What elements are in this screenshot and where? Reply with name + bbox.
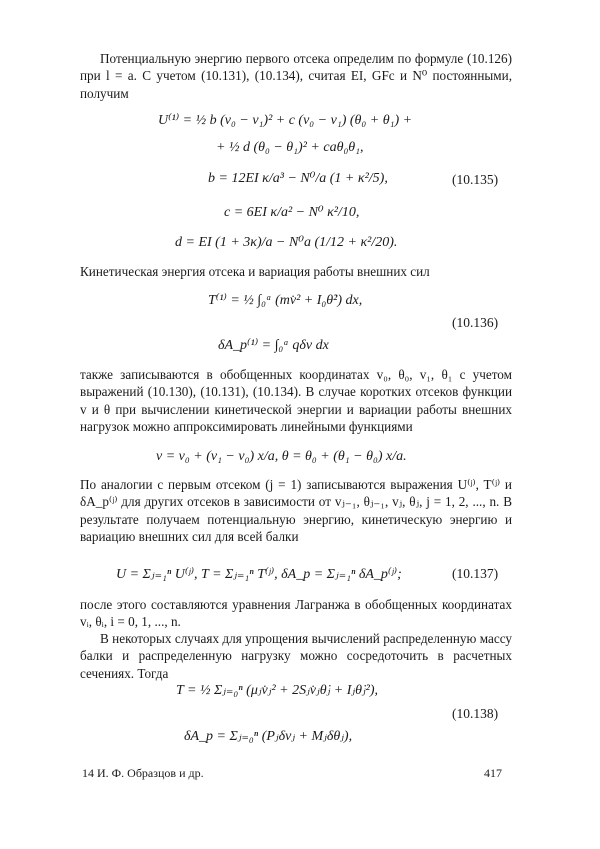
paragraph-lagrange-text: после этого составляются уравнения Лагранжа в обобщенных координатах vᵢ, θᵢ, i = 0, 1, ..., n.: [80, 597, 512, 630]
equation-10-135-line-3: b = 12EI κ/a³ − N⁰/a (1 + κ²/5),: [208, 171, 388, 186]
equation-linear-approximation: v = v₀ + (v₁ − v₀) x/a, θ = θ₀ + (θ₁ − θ₀) x/a.: [156, 449, 407, 464]
equation-10-137: U = Σⱼ₌₁ⁿ U⁽ʲ⁾, T = Σⱼ₌₁ⁿ T⁽ʲ⁾, δA_p = Σⱼ₌₁ⁿ δA_p⁽ʲ⁾;: [116, 567, 402, 582]
paragraph-analogy: [80, 476, 512, 545]
equation-10-135-line-4: c = 6EI κ/a² − N⁰ κ²/10,: [224, 205, 360, 220]
paragraph-kinetic-text: Кинетическая энергия отсека и вариация работы внешних сил: [80, 264, 430, 279]
paragraph-intro: [80, 50, 512, 102]
equation-number-10-135: (10.135): [452, 172, 499, 187]
paragraph-generalized: [80, 366, 512, 435]
page-number: 417: [484, 766, 502, 780]
equation-10-136-line-2: δA_p⁽¹⁾ = ∫₀ᵃ qδv dx: [218, 338, 329, 353]
paragraph-analogy-text: По аналогии с первым отсеком (j = 1) записываются выражения U⁽ʲ⁾, T⁽ʲ⁾ и δA_p⁽ʲ⁾ для других отсеков в зависимости от vⱼ₋₁, θⱼ₋₁, vⱼ, θⱼ, j = 1, 2, ..., n. В результате получаем потенциальную энергию, кинетическую энергию и вариацию внешних сил для всей балки: [80, 477, 512, 544]
paragraph-lagrange: [80, 596, 512, 631]
equation-number-10-137: (10.137): [452, 566, 499, 581]
paragraph-generalized-text: также записываются в обобщенных координатах v₀, θ₀, v₁, θ₁ с учетом выражений (10.130), (10.131), (10.134). В случае коротких отсеков функции v и θ при вычислении кинетической энергии и вариации работы внешних нагрузок можно аппроксимировать линейными функциями: [80, 367, 512, 434]
paragraph-concentrated: [80, 630, 512, 682]
equation-10-135-line-1: U⁽¹⁾ = ½ b (v₀ − v₁)² + c (v₀ − v₁) (θ₀ + θ₁) +: [158, 113, 413, 128]
equation-number-10-138: (10.138): [452, 706, 499, 721]
footer-signature: 14 И. Ф. Образцов и др.: [82, 766, 204, 780]
equation-10-138-line-1: T = ½ Σⱼ₌₀ⁿ (μⱼv̇ⱼ² + 2Sⱼv̇ⱼθ̇ⱼ + Iⱼθ̇ⱼ²),: [176, 683, 379, 698]
paragraph-intro-text: Потенциальную энергию первого отсека определим по формуле (10.126) при l = a. С учетом (10.131), (10.134), считая EI, GFс и N⁰ постоянными, получим: [80, 51, 512, 101]
equation-10-135-line-5: d = EI (1 + 3κ)/a − N⁰a (1/12 + κ²/20).: [175, 235, 398, 250]
equation-10-138-line-2: δA_p = Σⱼ₌₀ⁿ (Pⱼδvⱼ + Mⱼδθⱼ),: [184, 729, 353, 744]
equation-10-135-line-2: + ½ d (θ₀ − θ₁)² + caθ₀θ₁,: [216, 140, 364, 155]
paragraph-kinetic: [80, 263, 512, 280]
equation-10-136-line-1: T⁽¹⁾ = ½ ∫₀ᵃ (mv̇² + I₀θ̇²) dx,: [208, 293, 363, 308]
paragraph-concentrated-text: В некоторых случаях для упрощения вычислений распределенную массу балки и распределенную нагрузку можно сосредоточить в расчетных сечениях. Тогда: [80, 631, 512, 681]
equation-number-10-136: (10.136): [452, 315, 499, 330]
